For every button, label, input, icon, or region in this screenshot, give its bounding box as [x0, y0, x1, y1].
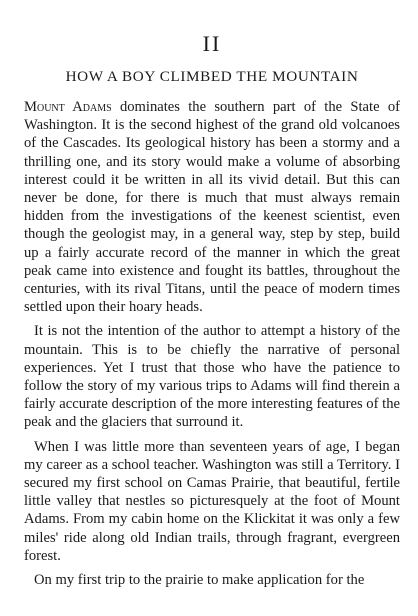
paragraph-4: On my first trip to the prairie to make application for the: [34, 572, 365, 589]
paragraph-3: When I was little more than seventeen years of age, I began my career as a school teacher. Washington was still a Territory. I secured my first school on Camas Prairie, that beautiful, fertile little valley that nestles so picturesquely at the foot of Mount Adams. From my cabin home on the Klickitat it was only a few miles' ride along old Indian trails, through fragrant, evergreen forest.: [24, 438, 400, 564]
paragraph-1: [24, 98, 400, 316]
paragraph-lead-words: Mount Adams: [24, 99, 112, 115]
paragraph-2: It is not the intention of the author to attempt a history of the mountain. This is to be chiefly the narrative of personal experiences. Yet I trust that those who have the patience to follow the story of my various trips to Adams will find therein a fairly accurate description of the more interesting features of the peak and the glaciers that surround it.: [24, 323, 400, 431]
paragraph-1-text: dominates the southern part of the State of Washington. It is the second highest of the grand old volcanoes of the Cascades. Its geological history has been a stormy and a thrilling one, and its story would make a volume of absorbing interest could it be written in all its vivid detail. But this can never be done, for there is much that must always remain hidden from the investigations of the keenest scientist, even though the geologist may, in a general way, step by step, build up a fairly accurate record of the manner in which the great peak came into existence and fought its battles, throughout the centuries, with its rival Titans, until the peace of modern times settled upon their hoary heads.: [24, 99, 400, 316]
chapter-number: II: [202, 31, 222, 56]
chapter-title: HOW A BOY CLIMBED THE MOUNTAIN: [65, 68, 359, 85]
